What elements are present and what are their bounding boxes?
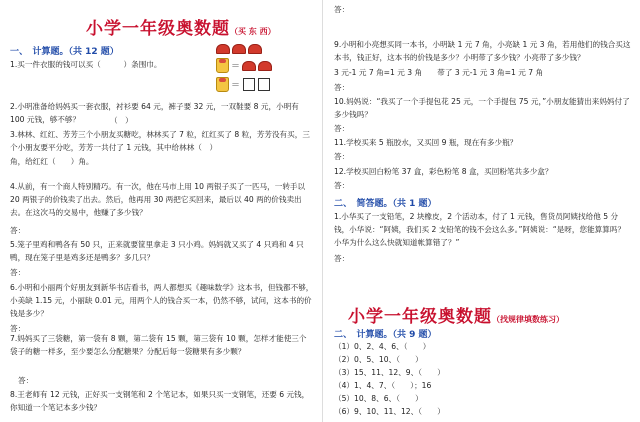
answer-8: 答：: [334, 5, 350, 14]
question-4: 4.从前，有一个商人特别精巧。有一次，他在马市上用 10 两银子买了一匹马，一转手以 20 两银子的价钱卖了出去。然后，他再用 30 两把它买回来，最后以 40 两的价钱卖出去。在这次马的交易中，他赚了多少钱？: [10, 182, 306, 217]
sequence-item: （3）15、11、12、9、（ ）: [334, 368, 445, 377]
hats-row: [216, 44, 272, 54]
column-divider: [322, 0, 323, 422]
worksheet-title-2: [348, 302, 564, 327]
question-9-work: 3 元-1 元 7 角=1 元 3 角 带了 3 元-1 元 3 角=1 元 7 角: [334, 68, 544, 77]
question-1: 1.买一件衣服的钱可以买（ ）条围巾。: [10, 60, 162, 69]
question-10: 10.妈妈说：“我买了一个手提包花 25 元，一个手提包 75 元，”小朋友能猜出来妈妈付了多少钱吗？: [334, 97, 630, 119]
picture-equation: [216, 44, 272, 92]
question-2: 2.小明准备给妈妈买一套衣服，衬衫要 64 元，裤子要 32 元，一双鞋要 8 元，小明有 100 元钱，够不够？: [10, 102, 299, 124]
dress-icon: [216, 77, 229, 92]
answer-13: 答：: [334, 254, 350, 263]
answer-5: 答：: [10, 268, 26, 277]
question-3-cont: 角，给红红（ ）角。: [10, 157, 94, 166]
sequence-item: （4）1、4、7、（ ）；16: [334, 381, 432, 390]
title-sub: （买 东 西）: [230, 26, 276, 36]
question-2-blank: （ ）: [110, 116, 133, 125]
hat-icon: [258, 61, 272, 71]
question-6: 6.小明和小丽两个好朋友到新华书店看书，两人都想买《趣味数学》这本书，但钱都不够，小美缺 1.15 元，小丽缺 0.01 元，用两个人的钱合买一本，仍然不够，试问，这本书的价钱是多少？: [10, 283, 314, 318]
title2-main: 小学一年级奥数题: [348, 307, 492, 327]
hat-icon: [216, 44, 230, 54]
dress-icon: [216, 58, 229, 73]
question-11: 11.学校买来 5 瓶胶水，又买回 9 瓶，现在有多少瓶？: [334, 138, 518, 147]
answer-7: 答：: [18, 376, 34, 385]
title-main: 小学一年级奥数题: [86, 19, 230, 39]
hat-icon: [242, 61, 256, 71]
section-heading-calc: 一、 计算题。（共 12 题）: [10, 47, 119, 57]
answer-box: [243, 78, 255, 91]
answer-11: 答：: [334, 152, 350, 161]
title2-sub: （找规律填数练习）: [492, 314, 564, 324]
equation-row-2: ＝: [216, 77, 272, 92]
hat-icon: [232, 44, 246, 54]
sequence-item: （1）0、2、4、6、（ ）: [334, 342, 431, 351]
question-13: 1.小华买了一支铅笔，2 块橡皮，2 个活动本，付了 1 元钱，售货员阿姨找给他 5 分钱，小华说：“阿姨，我们买 2 支铅笔的钱不会这么多。”阿姨说：“是呀，您能算算吗？小华为什么这么快就知道帐算错了？”: [334, 212, 626, 247]
sequence-item: （6）9、10、11、12、（ ）: [334, 407, 445, 416]
answer-6: 答：: [10, 324, 26, 333]
question-12: 12.学校买回白粉笔 37 盒，彩色粉笔 8 盒，买回粉笔共多少盒？: [334, 167, 553, 176]
section-heading-short: 二、 简答题。（共 1 题）: [334, 199, 437, 209]
question-8: 8.王老师有 12 元钱，正好买一支钢笔和 2 个笔记本，如果只买一支钢笔，还要 6 元钱，你知道一个笔记本多少钱？: [10, 390, 310, 412]
answer-9: 答：: [334, 83, 350, 92]
section-heading-pattern: 二、 计算题。（共 9 题）: [334, 330, 437, 340]
sequence-item: （2）0、5、10、（ ）: [334, 355, 423, 364]
answer-10: 答：: [334, 124, 350, 133]
sequence-item: （5）10、8、6、（ ）: [334, 394, 423, 403]
worksheet-title: [86, 14, 276, 39]
equation-row-1: ＝: [216, 58, 272, 73]
question-3: 3.林林、红红、芳芳三个小朋友买糖吃，林林买了 7 粒，红红买了 8 粒，芳芳没有买，三个小朋友要平分吃，芳芳一共付了 1 元钱，其中给林林（ ）: [10, 130, 310, 152]
answer-12: 答：: [334, 181, 350, 190]
hat-icon: [248, 44, 262, 54]
answer-4: 答：: [10, 226, 26, 235]
question-7: 7.妈妈买了三袋糖，第一袋有 8 颗，第二袋有 15 颗，第三袋有 10 颗，怎样才能使三个袋子的糖一样多，至少要怎么分配糖果？分配后每一袋糖果有多少颗？: [10, 334, 307, 356]
question-9: 9.小明和小亮想买同一本书，小明缺 1 元 7 角，小亮缺 1 元 3 角，若用他们的钱合买这本书，钱正好，这本书的价钱是多少？小明带了多少钱？小亮带了多少钱？: [334, 40, 631, 62]
question-5: 5.笼子里鸡和鸭各有 50 只，正来就要筐里拿走 3 只小鸡。妈妈就又买了 4 只鸡和 4 只鸭，现在笼子里是鸡多还是鸭多？多几只？: [10, 240, 304, 262]
answer-box: [258, 78, 270, 91]
